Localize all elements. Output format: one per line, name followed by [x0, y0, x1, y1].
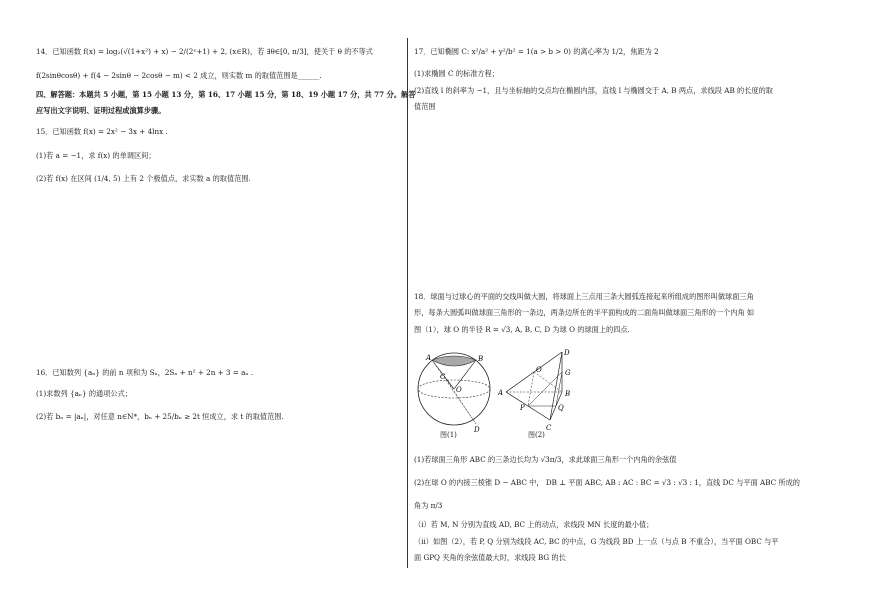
fig2-label-q: Q — [558, 404, 564, 412]
q18-part-2: (2)在球 O 的内接三棱锥 D − ABC 中， DB ⊥ 平面 ABC, AB : AC : BC = √3 : √3 : 1，直线 DC 与平面 ABC 所成的 — [414, 478, 800, 487]
q16-part-2: (2)若 bₙ = |aₙ|，对任意 n∈N*，bₙ + 25/bₙ ≥ 2t 恒成立，求 t 的取值范围. — [36, 412, 284, 421]
q18-sub-ii: （ii）如图（2），若 P, Q 分别为线段 AC, BC 的中点，G 为线段 BD 上一点（与点 B 不重合），当平面 OBC 与平 — [414, 537, 779, 546]
figure-2-caption: 图(2) — [528, 431, 545, 439]
q17-part-2-cont: 值范围 — [414, 102, 436, 111]
q18-stem-line-2: 形，每条大圆弧叫做球面三角形的一条边，两条边所在的半平面构成的二面角叫做球面三角形的一个内角 如 — [414, 308, 755, 317]
fig1-label-o: O — [456, 386, 462, 394]
fig2-label-g: G — [565, 369, 571, 377]
q18-sub-i: （i）若 M, N 分别为直线 AD, BC 上的动点，求线段 MN 长度的最小值； — [414, 520, 654, 529]
fig2-label-a: A — [498, 389, 504, 397]
q18-stem-line-3: 图（1），球 O 的半径 R = √3, A, B, C, D 为球 O 的球面上的四点. — [414, 325, 630, 334]
fig2-label-b: B — [565, 390, 571, 398]
q18-stem-line-1: 18．球面与过球心的平面的交线叫做大圆，将球面上三点用三条大圆弧连接起来所组成的图形叫做球面三角 — [414, 292, 754, 301]
q14-line-2: f(2sinθcosθ) + f(4 − 2sinθ − 2cosθ − m) < 2 成立，则实数 m 的取值范围是______. — [36, 71, 322, 80]
q18-sub-ii-cont: 面 GPQ 夹角的余弦值最大时，求线段 BG 的长 — [414, 553, 566, 562]
figure-2-tetrahedron — [498, 346, 588, 434]
section-four-heading-cont: 应写出文字说明、证明过程或演算步骤。 — [36, 106, 166, 115]
fig1-label-a: A — [426, 354, 432, 362]
fig1-label-d: D — [474, 426, 480, 434]
figure-2-svg — [498, 346, 588, 434]
q15-stem: 15．已知函数 f(x) = 2x² − 3x + 4lnx . — [36, 127, 168, 136]
fig2-label-d: D — [564, 349, 570, 357]
fig2-label-o: O — [536, 366, 542, 374]
q15-part-2: (2)若 f(x) 在区间 (1/4, 5) 上有 2 个极值点，求实数 a 的取值范围. — [36, 174, 251, 183]
figure-1-svg — [414, 346, 504, 434]
q14-line-1: 14．已知函数 f(x) = log₂(√(1+x²) + x) − 2/(2ˣ+1) + 2, (x∈R)，若 ∃θ∈[0, π/3]，使关于 θ 的不等式 — [36, 47, 373, 56]
section-four-heading: 四、解答题：本题共 5 小题，第 15 小题 13 分，第 16、17 小题 15 分，第 18、19 小题 17 分，共 77 分。解答 — [36, 90, 416, 99]
fig2-label-p: P — [520, 404, 525, 412]
q17-part-2: (2)直线 l 的斜率为 −1，且与坐标轴的交点均在椭圆内部，直线 l 与椭圆交于 A, B 两点，求线段 AB 的长度的取 — [414, 86, 773, 95]
q17-stem: 17．已知椭圆 C: x²/a² + y²/b² = 1(a > b > 0) 的离心率为 1/2，焦距为 2 — [414, 47, 659, 56]
q18-part-1: (1)若球面三角形 ABC 的三条边长均为 √3π/3，求此球面三角形一个内角的余弦值 — [414, 455, 677, 464]
q16-part-1: (1)求数列 {aₙ} 的通项公式； — [36, 389, 132, 398]
figure-1-sphere — [414, 346, 504, 434]
q15-part-1: (1)若 a = −1，求 f(x) 的单调区间； — [36, 151, 156, 160]
q16-stem: 16．已知数列 {aₙ} 的前 n 项和为 Sₙ，2Sₙ + n² + 2n + 3 = aₙ . — [36, 368, 254, 377]
fig1-label-c: C — [440, 373, 446, 381]
q17-part-1: (1)求椭圆 C 的标准方程； — [414, 69, 499, 78]
column-divider — [407, 38, 408, 568]
figure-1-caption: 图(1) — [440, 431, 457, 439]
fig1-label-b: B — [478, 355, 484, 363]
q18-part-2-cont: 角为 π/3 — [414, 501, 443, 510]
fig2-label-c: C — [546, 424, 552, 432]
